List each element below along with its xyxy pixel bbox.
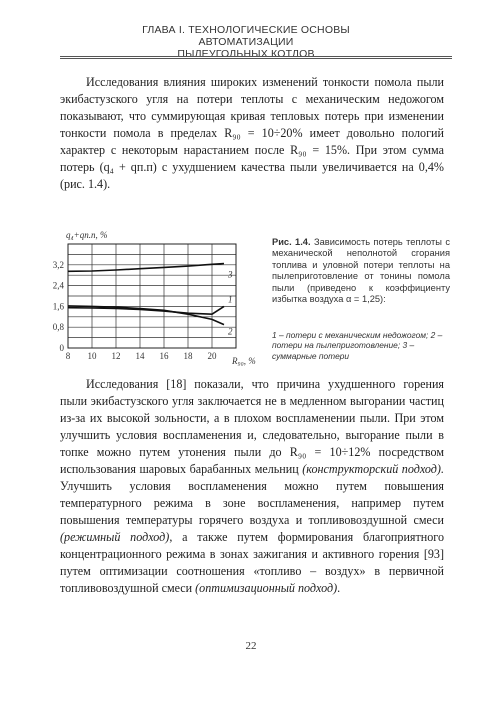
paragraph-2-part-c: Улучшить условия воспламенения можно путем повышения температурного режима в зоне воспламенения, например путем повышения температуры горячего воздуха и топливовоздушной смеси	[60, 479, 444, 527]
header-line-2: ПЫЛЕУГОЛЬНЫХ КОТЛОВ	[177, 48, 315, 60]
running-header	[96, 24, 396, 60]
x-tick-label: 8	[65, 351, 71, 361]
header-line-1: ГЛАВА I. ТЕХНОЛОГИЧЕСКИЕ ОСНОВЫ АВТОМАТИЗАЦИИ	[142, 24, 350, 48]
chart-series	[68, 264, 233, 337]
chart-x-axis-label: R₉₀, %	[232, 356, 256, 366]
chart-y-axis-label: q₄+qп.п, %	[66, 230, 108, 240]
emphasis-design-approach: (конструкторский подход).	[302, 462, 444, 476]
paragraph-2-part-a: Исследования [18] показали, что причина ухудшенного горения пыли экибастузского угля заключается не в медленном выгорании частиц из-за их высокой зольности, а в плохом воспламенении пыли. При этом улучшить условия воспламенения и, следовательно, выгорание пыли в топке можно путем утонения пыли до R₉₀ = 10÷12% посредством использования шаровых барабанных мельниц	[60, 377, 444, 476]
figure-1-4-chart	[46, 226, 272, 374]
figure-caption-label: Рис. 1.4.	[272, 237, 311, 247]
y-tick-label: 3,2	[52, 259, 64, 270]
emphasis-mode-approach: (режимный подход)	[60, 530, 170, 544]
curve-label-1: 1	[228, 294, 233, 305]
x-tick-label: 10	[87, 351, 97, 361]
y-tick-label: 1,6	[52, 301, 64, 312]
header-rule	[60, 56, 452, 57]
series-line-1	[68, 306, 224, 314]
chart-grid	[68, 244, 236, 348]
paragraph-2-part-e: , а также путем формирования благоприятного концентрационного режима в зонах зажигания и активного горения [93] путем оптимизации соотношения «топливо – воздух» в первичной топливовоздушной смеси	[60, 530, 444, 595]
header-rule-second	[60, 58, 452, 59]
figure-legend: 1 – потери с механическим недожогом; 2 – потери на пылеприготовление; 3 – суммарные потери	[272, 330, 443, 361]
paragraph-2-part-g: .	[337, 581, 341, 595]
figure-caption-text: Зависимость потерь теплоты с механической неполнотой сгорания топлива и уловной потери теплоты на пылеприготовление от тонины помола пыли (приведено к коэффициенту избытка воздуха α = 1,25):	[272, 237, 450, 305]
x-tick-label: 16	[159, 351, 169, 361]
paragraph-2	[60, 376, 444, 597]
x-tick-label: 18	[183, 351, 193, 361]
emphasis-optimization-approach: (оптимизационный подход)	[195, 581, 338, 595]
curve-label-3: 3	[228, 269, 233, 280]
paragraph-1: Исследования влияния широких изменений тонкости помола пыли экибастузского угля на потери теплоты с механическим недожогом показывают, что суммирующая кривая тепловых потерь при изменении тонкости помола в пределах R₉₀ = 10÷20% имеет довольно пологий характер с некоторым нарастанием после R₉₀ = 15%. При этом сумма потерь (q₄ + qп.п) с ухудшением качества пыли увеличивается на 0,4% (рис. 1.4).	[60, 75, 444, 191]
x-tick-label: 20	[207, 351, 217, 361]
page-number: 22	[245, 640, 257, 652]
curve-label-2: 2	[228, 326, 233, 337]
x-tick-label: 12	[111, 351, 121, 361]
x-tick-label: 14	[135, 351, 145, 361]
figure-caption	[272, 237, 450, 305]
y-tick-label: 0,8	[52, 322, 64, 333]
y-tick-label: 0	[59, 343, 64, 353]
y-tick-label: 2,4	[52, 280, 64, 291]
